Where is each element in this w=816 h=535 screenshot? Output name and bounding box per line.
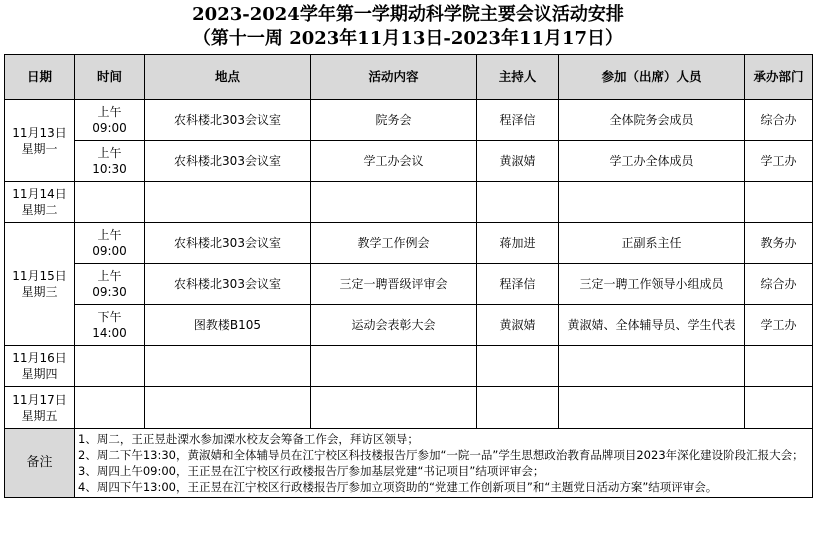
- table-row: [5, 387, 813, 429]
- date-text: 11月13日: [12, 125, 67, 140]
- content-cell: 运动会表彰大会: [311, 305, 477, 346]
- date-text: 11月16日: [12, 351, 67, 365]
- note-item: 4、周四下午13:00，王正昱在江宁校区行政楼报告厅参加立项资助的“党建工作创新项目”和“主题党日活动方案”结项评审会。: [78, 480, 718, 494]
- date-cell: [5, 100, 75, 182]
- time-cell: [75, 223, 145, 264]
- content-cell: 三定一聘晋级评审会: [311, 264, 477, 305]
- time-cell: [75, 100, 145, 141]
- location-cell: 农科楼北303会议室: [145, 100, 311, 141]
- header-content: 活动内容: [311, 55, 477, 100]
- date-text: 11月15日: [12, 269, 67, 283]
- content-cell: 学工办会议: [311, 141, 477, 182]
- table-row: [5, 305, 813, 346]
- content-cell: 教学工作例会: [311, 223, 477, 264]
- date-cell: [5, 387, 75, 429]
- time-cell: [75, 264, 145, 305]
- header-row: [5, 55, 813, 100]
- weekday-text: 星期二: [21, 203, 58, 217]
- attendees-cell: 正副系主任: [559, 223, 745, 264]
- content-cell: [311, 346, 477, 387]
- attendees-cell: [559, 387, 745, 429]
- dept-cell: [745, 346, 813, 387]
- content-cell: [311, 182, 477, 223]
- weekday-text: 星期一: [21, 141, 58, 156]
- period-text: 上午: [97, 269, 122, 283]
- header-date: 日期: [5, 55, 75, 100]
- host-cell: 黄淑婧: [477, 141, 559, 182]
- attendees-cell: [559, 182, 745, 223]
- period-text: 下午: [97, 310, 122, 324]
- period-text: 上午: [97, 228, 122, 242]
- note-item: 3、周四上午09:00，王正昱在江宁校区行政楼报告厅参加基层党建“书记项目”结项评审会；: [78, 464, 545, 478]
- table-row: [5, 141, 813, 182]
- time-cell: [75, 387, 145, 429]
- weekday-text: 星期四: [21, 367, 58, 381]
- header-location: 地点: [145, 55, 311, 100]
- attendees-cell: 学工办全体成员: [559, 141, 745, 182]
- notes-row: [5, 429, 813, 498]
- date-cell: [5, 223, 75, 346]
- date-text: 11月17日: [12, 392, 67, 407]
- table-row: [5, 182, 813, 223]
- page-title: 2023-2024学年第一学期动科学院主要会议活动安排: [192, 4, 624, 25]
- time-text: 14:00: [92, 326, 127, 340]
- location-cell: 农科楼北303会议室: [145, 264, 311, 305]
- attendees-cell: 黄淑婧、全体辅导员、学生代表: [559, 305, 745, 346]
- time-cell: [75, 141, 145, 182]
- dept-cell: 综合办: [745, 264, 813, 305]
- time-cell: [75, 305, 145, 346]
- attendees-cell: 全体院务会成员: [559, 100, 745, 141]
- date-cell: [5, 346, 75, 387]
- location-cell: [145, 346, 311, 387]
- location-cell: 农科楼北303会议室: [145, 223, 311, 264]
- header-dept: 承办部门: [745, 55, 813, 100]
- content-cell: 院务会: [311, 100, 477, 141]
- dept-cell: [745, 182, 813, 223]
- note-item: 1、周二，王正昱赴溧水参加溧水校友会筹备工作会，拜访区领导；: [78, 432, 419, 446]
- time-text: 09:00: [92, 121, 127, 135]
- notes-cell: [75, 429, 813, 498]
- header-time: 时间: [75, 55, 145, 100]
- header-host: 主持人: [477, 55, 559, 100]
- table-row: [5, 100, 813, 141]
- location-cell: [145, 387, 311, 429]
- time-cell: [75, 182, 145, 223]
- period-text: 上午: [97, 146, 122, 160]
- host-cell: 程泽信: [477, 264, 559, 305]
- dept-cell: 综合办: [745, 100, 813, 141]
- header-attendees: 参加（出席）人员: [559, 55, 745, 100]
- table-row: [5, 223, 813, 264]
- time-text: 09:30: [92, 285, 127, 299]
- dept-cell: [745, 387, 813, 429]
- period-text: 上午: [97, 105, 122, 119]
- content-cell: [311, 387, 477, 429]
- page-subtitle: （第十一周 2023年11月13日-2023年11月17日）: [192, 28, 624, 49]
- notes-label: 备注: [5, 429, 75, 498]
- attendees-cell: [559, 346, 745, 387]
- weekday-text: 星期五: [21, 408, 58, 423]
- host-cell: [477, 182, 559, 223]
- time-text: 09:00: [92, 244, 127, 258]
- dept-cell: 学工办: [745, 305, 813, 346]
- location-cell: 图教楼B105: [145, 305, 311, 346]
- date-text: 11月14日: [12, 187, 67, 201]
- table-row: [5, 264, 813, 305]
- note-item: 2、周二下午13:30，黄淑婧和全体辅导员在江宁校区科技楼报告厅参加“一院一品”学生思想政治教育品牌项目2023年深化建设阶段汇报大会；: [78, 448, 804, 462]
- dept-cell: 教务办: [745, 223, 813, 264]
- host-cell: 蒋加进: [477, 223, 559, 264]
- host-cell: [477, 387, 559, 429]
- location-cell: 农科楼北303会议室: [145, 141, 311, 182]
- host-cell: 黄淑婧: [477, 305, 559, 346]
- time-cell: [75, 346, 145, 387]
- attendees-cell: 三定一聘工作领导小组成员: [559, 264, 745, 305]
- dept-cell: 学工办: [745, 141, 813, 182]
- date-cell: [5, 182, 75, 223]
- weekday-text: 星期三: [21, 285, 58, 299]
- time-text: 10:30: [92, 162, 127, 176]
- location-cell: [145, 182, 311, 223]
- host-cell: 程泽信: [477, 100, 559, 141]
- host-cell: [477, 346, 559, 387]
- table-row: [5, 346, 813, 387]
- schedule-table: [4, 54, 813, 498]
